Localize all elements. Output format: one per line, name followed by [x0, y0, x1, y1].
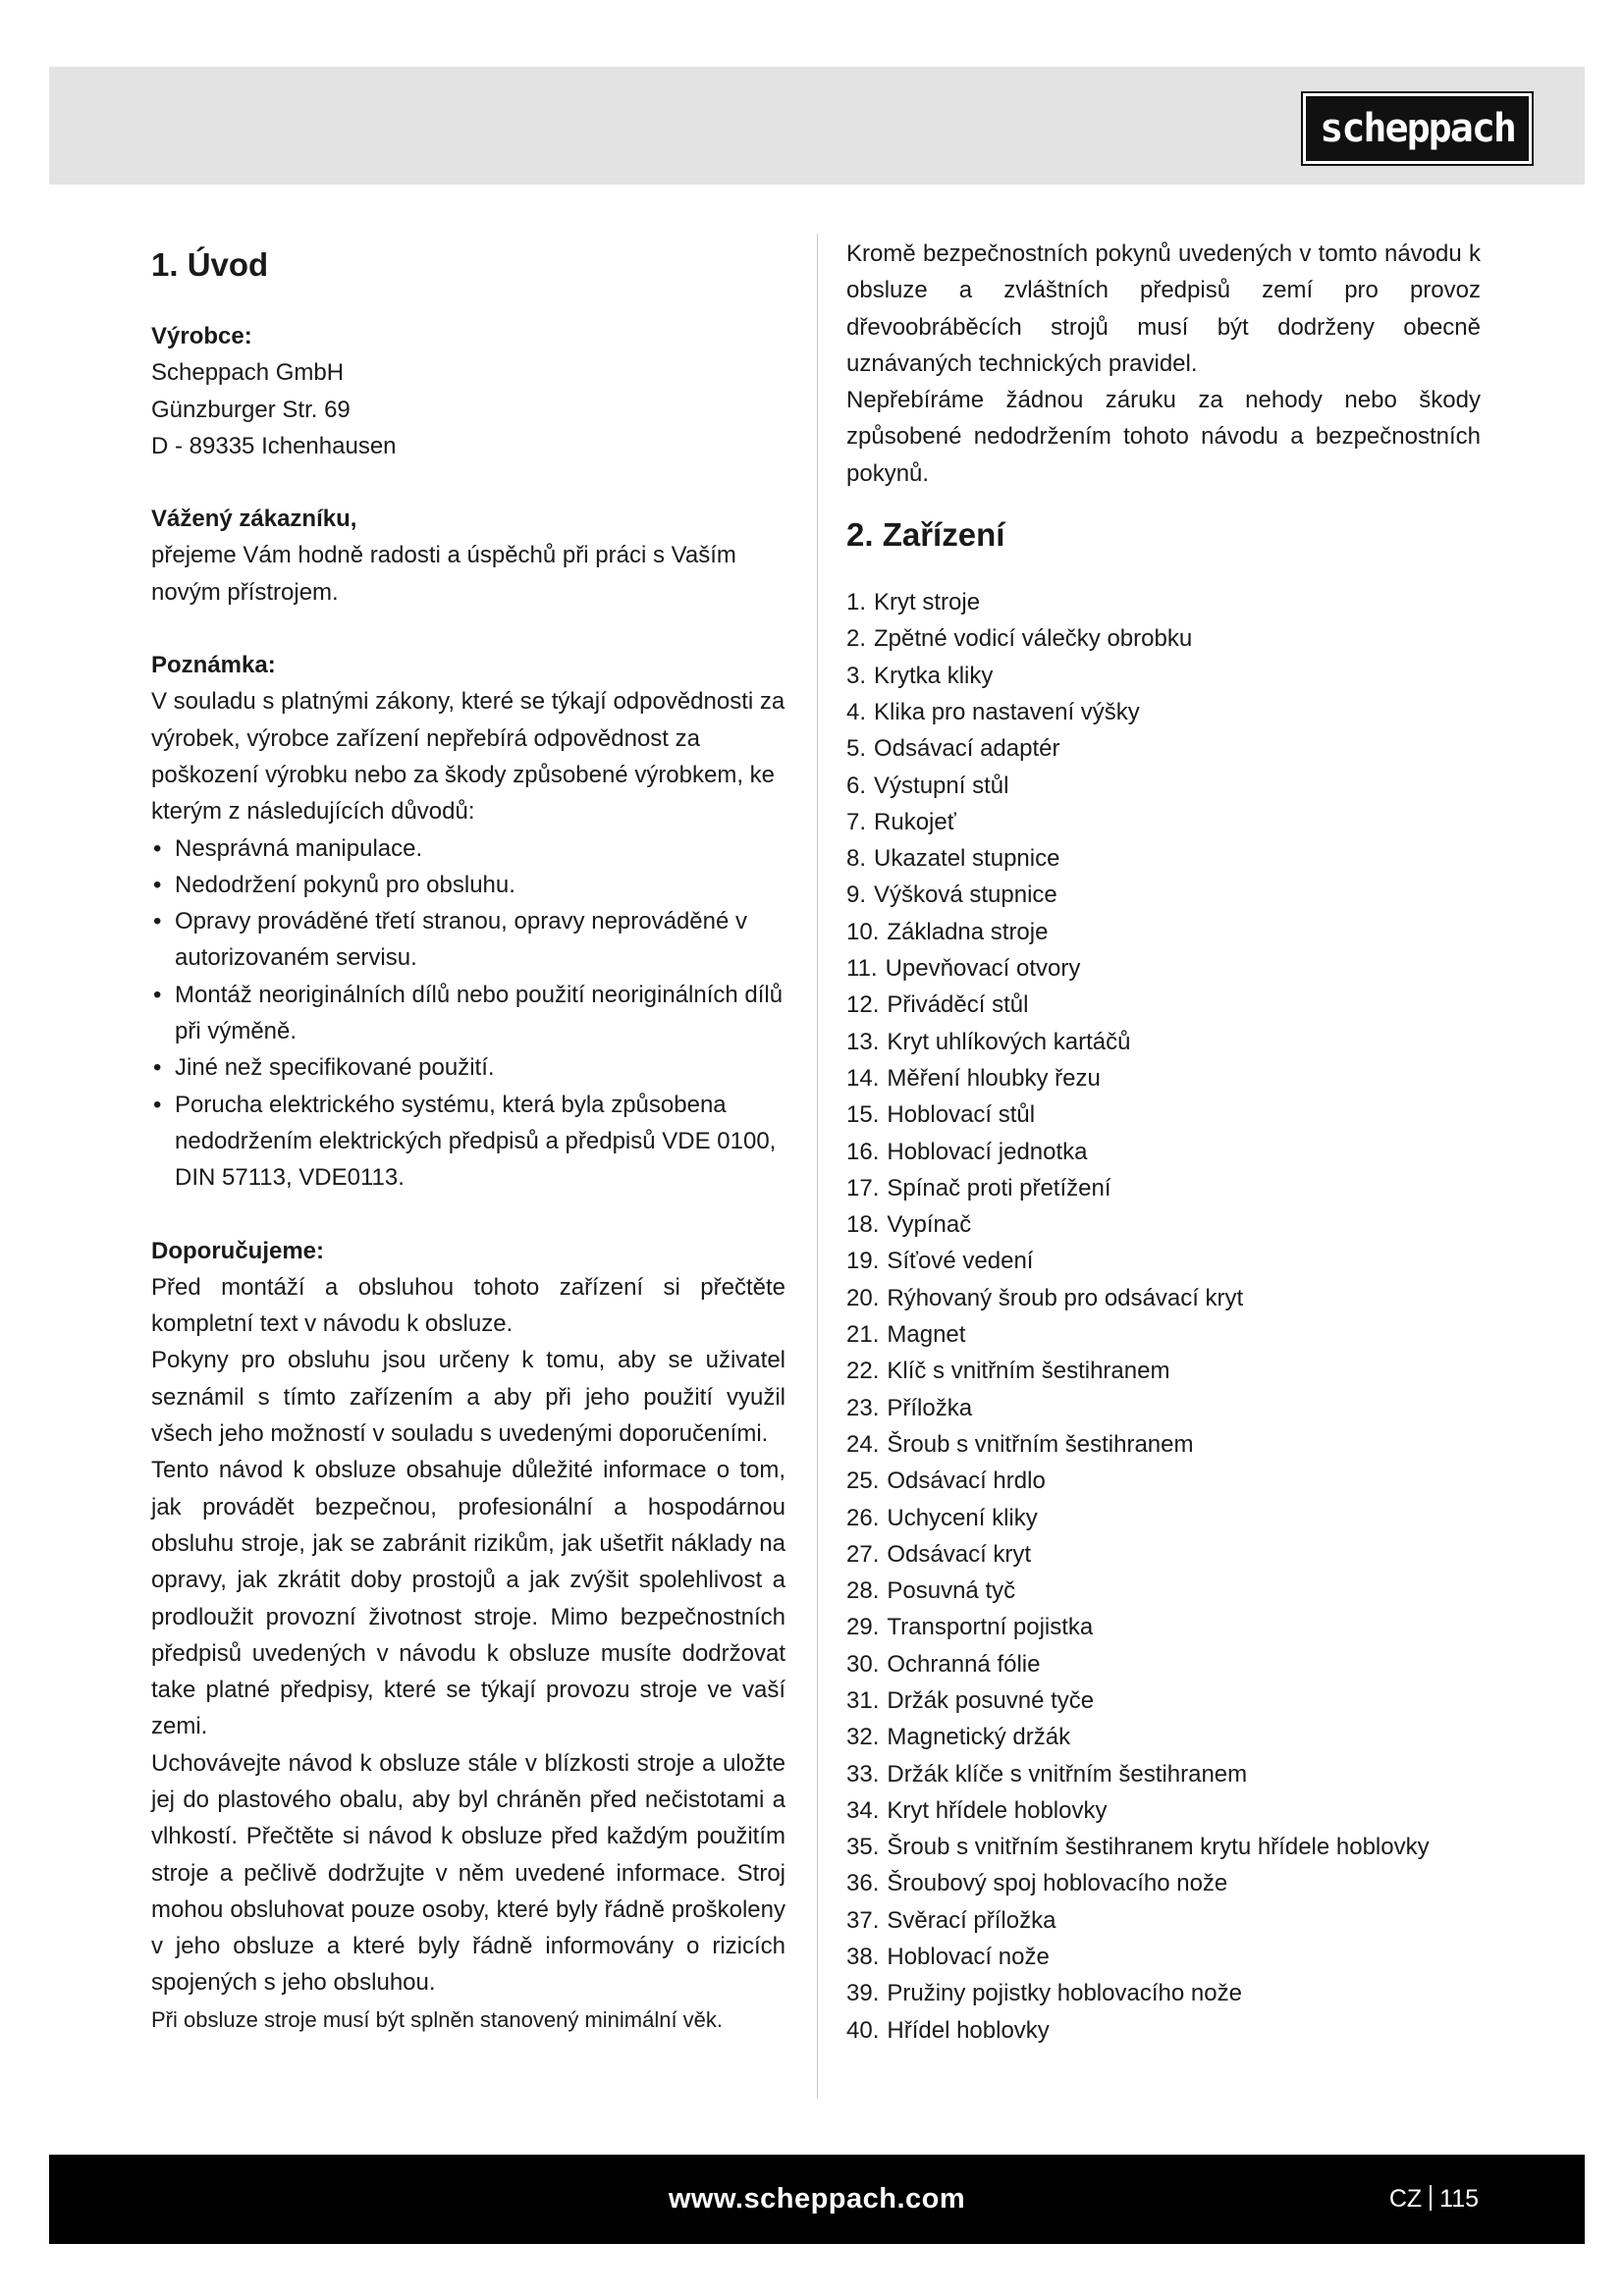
intro-paragraph: Kromě bezpečnostních pokynů uvedených v tomto návodu k obsluze a zvláštních předpisů zemí pro provoz dřevoobráběcích strojů musí být dodrženy obecně uznávaných technických pravidel. [846, 240, 1481, 377]
list-item [846, 658, 1481, 694]
item-label: Odsávací hrdlo [887, 1468, 1046, 1495]
list-item [846, 2012, 1481, 2049]
list-item: • Jiné než specifikované použití. [151, 1049, 785, 1086]
list-item: • Montáž neoriginálních dílů nebo použití neoriginálních dílů při výměně. [151, 977, 785, 1050]
item-label: Hoblovací nože [887, 1944, 1050, 1971]
separator [1430, 2185, 1432, 2211]
item-number: 28. [846, 1577, 880, 1605]
item-label: Klíč s vnitřním šestihranem [887, 1358, 1170, 1385]
item-label: Držák klíče s vnitřním šestihranem [887, 1760, 1248, 1788]
recommend-paragraph: Pokyny pro obsluhu jsou určeny k tomu, aby se uživatel seznámil s tímto zařízením a aby při jeho použití využil všech jeho možností v souladu s uvedenými doporučeními. [151, 1347, 785, 1448]
item-label: Vypínač [887, 1211, 972, 1239]
item-number: 1. [846, 589, 867, 616]
item-label: Rýhovaný šroub pro odsávací kryt [887, 1284, 1244, 1311]
brand-logo: scheppach [1303, 93, 1532, 164]
item-label: Odsávací kryt [887, 1540, 1032, 1568]
list-item [846, 840, 1481, 877]
item-number: 19. [846, 1248, 880, 1275]
item-number: 8. [846, 845, 867, 873]
list-item [846, 1756, 1481, 1792]
footer-website-link[interactable]: www.scheppach.com [668, 2183, 966, 2215]
item-label: Pružiny pojistky hoblovacího nože [887, 1980, 1242, 2007]
item-label: Svěrací příložka [887, 1906, 1056, 1934]
list-item [846, 950, 1481, 987]
section-title-device: 2. Zařízení [846, 516, 1005, 554]
list-item: • Porucha elektrického systému, která byla způsobena nedodržením elektrických předpisů a předpisů VDE 0100, DIN 57113, VDE0113. [151, 1087, 785, 1197]
item-label: Magnetický držák [887, 1724, 1071, 1751]
list-item [846, 1646, 1481, 1682]
item-number: 34. [846, 1796, 880, 1824]
recommend-block [151, 1233, 785, 2039]
intro-paragraph: Nepřebíráme žádnou záruku za nehody nebo škody způsobené nedodržením tohoto návodu a bezpečnostních pokynů. [846, 387, 1481, 487]
list-item: • Nesprávná manipulace. [151, 830, 785, 867]
item-number: 36. [846, 1870, 880, 1897]
item-number: 4. [846, 698, 867, 725]
list-item [846, 730, 1481, 767]
item-number: 16. [846, 1138, 880, 1165]
item-number: 9. [846, 881, 867, 909]
list-item [846, 620, 1481, 657]
list-item [846, 1243, 1481, 1279]
item-number: 26. [846, 1504, 880, 1531]
item-label: Přiváděcí stůl [887, 991, 1029, 1019]
item-label: Uchycení kliky [887, 1504, 1038, 1531]
item-number: 38. [846, 1944, 880, 1971]
footer-bar [49, 2155, 1585, 2244]
item-number: 14. [846, 1064, 880, 1092]
item-number: 13. [846, 1028, 880, 1055]
item-number: 29. [846, 1614, 880, 1641]
item-label: Rukojeť [874, 808, 956, 835]
page-number: 115 [1439, 2185, 1479, 2213]
item-label: Magnet [887, 1321, 966, 1349]
item-number: 21. [846, 1321, 880, 1349]
list-item [846, 1060, 1481, 1096]
customer-text: přejeme Vám hodně radosti a úspěchů při práci s Vaším novým přístrojem. [151, 542, 736, 606]
item-label: Krytka kliky [874, 662, 994, 689]
list-item [846, 1829, 1481, 1865]
item-number: 17. [846, 1174, 880, 1201]
item-number: 10. [846, 918, 880, 945]
list-item [846, 1390, 1481, 1426]
item-label: Šroub s vnitřním šestihranem [887, 1430, 1194, 1458]
right-column [846, 236, 1481, 2049]
list-item [846, 1536, 1481, 1573]
item-number: 7. [846, 808, 867, 835]
footer-page-number [1389, 2155, 1479, 2244]
item-label: Výstupní stůl [874, 772, 1009, 799]
list-item [846, 914, 1481, 950]
item-number: 31. [846, 1686, 880, 1714]
customer-label: Vážený zákazníku, [151, 506, 357, 533]
item-label: Klika pro nastavení výšky [874, 698, 1140, 725]
item-number: 37. [846, 1906, 880, 1934]
header-bar [49, 67, 1585, 185]
item-label: Posuvná tyč [887, 1577, 1016, 1605]
item-label: Hoblovací jednotka [887, 1138, 1088, 1165]
item-label: Šroub s vnitřním šestihranem krytu hřídele hoblovky [887, 1834, 1430, 1861]
list-item [846, 1682, 1481, 1719]
item-number: 39. [846, 1980, 880, 2007]
note-label: Poznámka: [151, 652, 276, 679]
item-number: 33. [846, 1760, 880, 1788]
item-number: 12. [846, 991, 880, 1019]
item-number: 3. [846, 662, 867, 689]
item-label: Hřídel hoblovky [887, 2016, 1050, 2044]
item-label: Šroubový spoj hoblovacího nože [887, 1870, 1228, 1897]
item-label: Odsávací adaptér [874, 735, 1060, 763]
item-label: Kryt uhlíkových kartáčů [887, 1028, 1131, 1055]
list-item: • Opravy prováděné třetí stranou, opravy neprováděné v autorizovaném servisu. [151, 903, 785, 977]
item-number: 23. [846, 1394, 880, 1421]
item-label: Transportní pojistka [887, 1614, 1094, 1641]
list-item [846, 1792, 1481, 1829]
list-item [846, 1975, 1481, 2011]
list-item [846, 1316, 1481, 1353]
item-label: Hoblovací stůl [887, 1101, 1036, 1129]
list-item [846, 584, 1481, 620]
list-item [846, 1865, 1481, 1901]
list-item [846, 1426, 1481, 1463]
list-item [846, 768, 1481, 804]
list-item [846, 987, 1481, 1023]
item-number: 20. [846, 1284, 880, 1311]
list-item [846, 1609, 1481, 1645]
manufacturer-line: Günzburger Str. 69 [151, 396, 351, 423]
item-label: Příložka [887, 1394, 973, 1421]
list-item [846, 1134, 1481, 1170]
item-number: 2. [846, 625, 867, 653]
list-item [846, 1096, 1481, 1133]
item-number: 27. [846, 1540, 880, 1568]
note-block [151, 647, 785, 1196]
list-item [846, 694, 1481, 730]
list-item [846, 1719, 1481, 1755]
item-number: 40. [846, 2016, 880, 2044]
item-number: 11. [846, 955, 878, 983]
list-item [846, 1206, 1481, 1243]
item-label: Kryt stroje [874, 589, 981, 616]
item-label: Ukazatel stupnice [874, 845, 1060, 873]
item-number: 22. [846, 1358, 880, 1385]
note-text: V souladu s platnými zákony, které se týkají odpovědnosti za výrobek, výrobce zařízení nepřebírá odpovědnost za poškození výrobku nebo za škody způsobené výrobkem, ke kterým z následujících důvodů: [151, 688, 785, 826]
list-item: • Nedodržení pokynů pro obsluhu. [151, 867, 785, 903]
list-item [846, 1353, 1481, 1389]
customer-block [151, 501, 785, 611]
language-code: CZ [1388, 2185, 1423, 2213]
item-label: Spínač proti přetížení [887, 1174, 1111, 1201]
list-item [846, 1024, 1481, 1060]
item-number: 32. [846, 1724, 880, 1751]
manufacturer-line: Scheppach GmbH [151, 359, 345, 387]
item-number: 25. [846, 1468, 880, 1495]
section-title-intro: 1. Úvod [151, 246, 269, 283]
manufacturer-block [151, 318, 785, 464]
item-label: Základna stroje [887, 918, 1049, 945]
list-item [846, 1463, 1481, 1499]
column-divider [817, 234, 818, 2099]
list-item [846, 804, 1481, 840]
list-item [846, 1170, 1481, 1206]
manufacturer-label: Výrobce: [151, 323, 252, 349]
recommend-paragraph: Uchovávejte návod k obsluze stále v blízkosti stroje a uložte jej do plastového obalu, aby byl chráněn před nečistotami a vlhkostí. Přečtěte si návod k obsluze před každým použitím stroje a pečlivě dodržujte v něm uvedené informace. Stroj mohou obsluhovat pouze osoby, které byly řádně proškoleny v jeho obsluze a které byly řádně informovány o rizicích spojených s jeho obsluhou. [151, 1749, 785, 1997]
recommend-paragraph: Před montáží a obsluhou tohoto zařízení si přečtěte kompletní text v návodu k obsluze. [151, 1273, 785, 1338]
item-label: Držák posuvné tyče [887, 1686, 1095, 1714]
item-label: Upevňovací otvory [885, 955, 1081, 983]
recommend-label: Doporučujeme: [151, 1237, 325, 1264]
item-label: Ochranná fólie [887, 1650, 1041, 1678]
list-item [846, 1573, 1481, 1609]
item-number: 35. [846, 1834, 880, 1861]
item-number: 18. [846, 1211, 880, 1239]
item-number: 24. [846, 1430, 880, 1458]
item-label: Měření hloubky řezu [887, 1064, 1101, 1092]
item-number: 6. [846, 772, 867, 799]
item-label: Výšková stupnice [874, 881, 1057, 909]
item-label: Zpětné vodicí válečky obrobku [874, 625, 1193, 653]
list-item [846, 1902, 1481, 1939]
item-label: Síťové vedení [887, 1248, 1034, 1275]
list-item [846, 1280, 1481, 1316]
parts-list [846, 584, 1481, 2049]
item-label: Kryt hřídele hoblovky [887, 1796, 1108, 1824]
list-item [846, 1500, 1481, 1536]
item-number: 5. [846, 735, 867, 763]
item-number: 15. [846, 1101, 880, 1129]
list-item [846, 1939, 1481, 1975]
list-item [846, 877, 1481, 913]
recommend-paragraph: Tento návod k obsluze obsahuje důležité informace o tom, jak provádět bezpečnou, profesionální a hospodárnou obsluhu stroje, jak se zabránit rizikům, jak ušetřit náklady na opravy, jak zkrátit doby prostojů a jak zvýšit spolehlivost a prodloužit provozní životnost stroje. Mimo bezpečnostních předpisů uvedených v návodu k obsluze musíte dodržovat take platné předpisy, které se týkají provozu stroje ve vaší zemi. [151, 1457, 785, 1740]
note-bullet-list [151, 830, 785, 1197]
left-column [151, 236, 785, 2038]
item-number: 30. [846, 1650, 880, 1678]
recommend-paragraph: Při obsluze stroje musí být splněn stanovený minimální věk. [151, 2006, 724, 2032]
manufacturer-line: D - 89335 Ichenhausen [151, 432, 397, 459]
